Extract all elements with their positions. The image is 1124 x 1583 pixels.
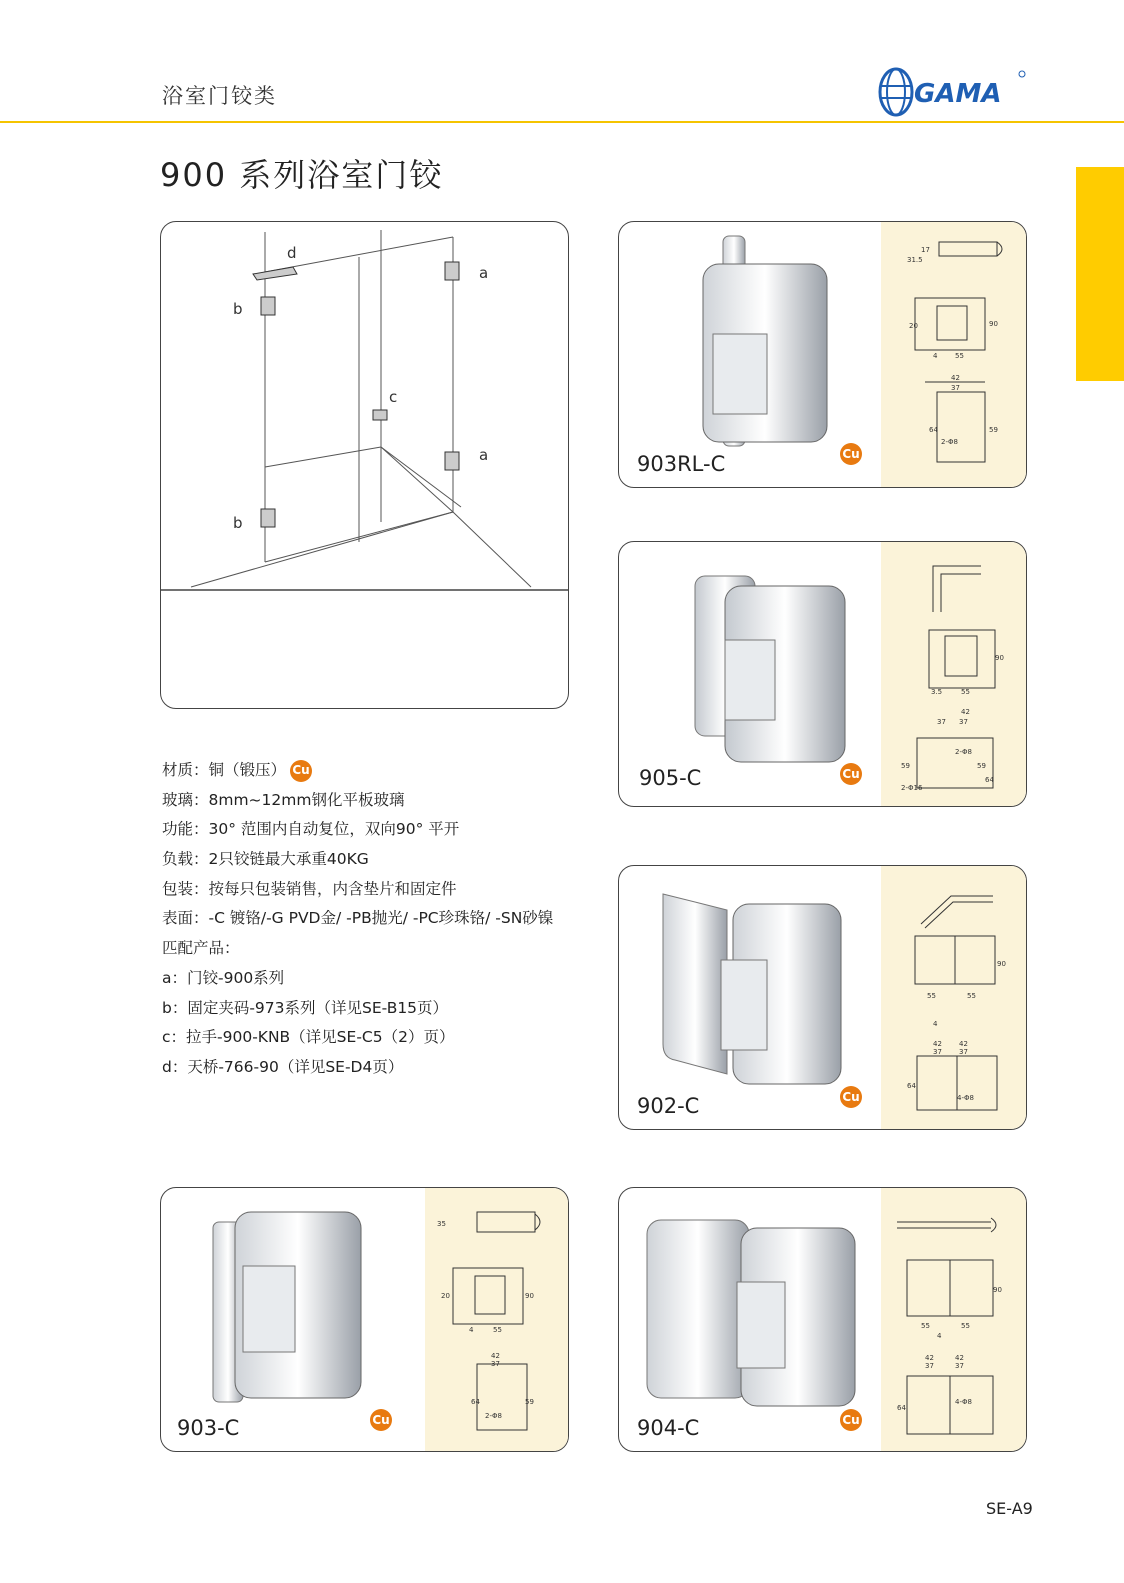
dim-label: 37 [955, 1362, 964, 1370]
dim-label: 90 [995, 654, 1004, 662]
label-d: d [287, 244, 297, 262]
spec-match-d: d：天桥-766-90（详见SE-D4页） [162, 1057, 404, 1076]
technical-drawing-panel [881, 542, 1026, 806]
page-title: 900 系列浴室门铰 [160, 156, 444, 194]
technical-drawing-panel [881, 1188, 1026, 1451]
dim-label: 55 [961, 1322, 970, 1330]
side-tab [1076, 167, 1124, 381]
category-title: 浴室门铰类 [162, 84, 277, 108]
spec-finish: 表面：-C 镀铬/-G PVD金/ -PB抛光/ -PC珍珠铬/ -SN砂镍 [162, 909, 554, 928]
copper-badge: Cu [840, 1086, 862, 1108]
dim-label: 55 [493, 1326, 502, 1334]
dim-label: 42 [491, 1352, 500, 1360]
model-label: 902-C [637, 1094, 700, 1118]
label-a-bottom: a [479, 446, 489, 464]
logo-text: GAMA [914, 79, 1002, 109]
dim-label: 55 [927, 992, 936, 1000]
label-a-top: a [479, 264, 489, 282]
dim-label: 37 [959, 1048, 968, 1056]
hinge-photo [641, 1208, 861, 1408]
dim-label: 64 [907, 1082, 916, 1090]
dim-label: 42 [961, 708, 970, 716]
dim-label: 2-Φ8 [485, 1412, 502, 1420]
hinge-photo [685, 556, 855, 766]
dim-label: 42 [955, 1354, 964, 1362]
hinge-photo [207, 1202, 367, 1412]
product-card-903-c [160, 1187, 569, 1452]
dim-label: 42 [959, 1040, 968, 1048]
dim-label: 4 [937, 1332, 942, 1340]
dim-label: 37 [933, 1048, 942, 1056]
dim-label: 20 [441, 1292, 450, 1300]
header-rule [0, 121, 1124, 123]
spec-material: 材质：铜（锻压） [162, 761, 287, 779]
dim-label: 2-Φ16 [901, 784, 923, 792]
dim-label: 4-Φ8 [955, 1398, 972, 1406]
dim-label: 55 [961, 688, 970, 696]
label-b-bottom: b [233, 514, 243, 532]
dim-label: 55 [967, 992, 976, 1000]
gama-logo [876, 64, 1036, 120]
dimension-drawing [881, 1188, 1026, 1451]
dim-label: 42 [951, 374, 960, 382]
dim-label: 64 [985, 776, 994, 784]
dim-label: 64 [897, 1404, 906, 1412]
hinge-photo [683, 234, 843, 454]
dim-label: 3.5 [931, 688, 943, 696]
technical-drawing-panel [425, 1188, 568, 1451]
dim-label: 42 [925, 1354, 934, 1362]
dim-label: 37 [951, 384, 960, 392]
copper-badge: Cu [840, 443, 862, 465]
dimension-drawing [425, 1188, 568, 1451]
shower-diagram-card [160, 221, 569, 709]
dim-label: 20 [909, 322, 918, 330]
label-c: c [389, 388, 398, 406]
page-number: SE-A9 [986, 1499, 1033, 1518]
dim-label: 55 [921, 1322, 930, 1330]
dim-label: 37 [925, 1362, 934, 1370]
spec-match-c: c：拉手-900-KNB（详见SE-C5（2）页） [162, 1028, 455, 1047]
dim-label: 59 [977, 762, 986, 770]
dim-label: 35 [437, 1220, 446, 1228]
technical-drawing-panel [881, 866, 1026, 1129]
spec-load: 负载：2只铰链最大承重40KG [162, 850, 369, 869]
dimension-drawing [881, 222, 1026, 487]
spec-match-a: a：门铰-900系列 [162, 968, 285, 987]
spec-glass: 玻璃：8mm~12mm钢化平板玻璃 [162, 790, 405, 809]
dim-label: 37 [959, 718, 968, 726]
dim-label: 4 [933, 1020, 938, 1028]
copper-badge: Cu [840, 763, 862, 785]
model-label: 903RL-C [637, 452, 726, 476]
product-card-902-c [618, 865, 1027, 1130]
dim-label: 90 [989, 320, 998, 328]
dimension-drawing [881, 866, 1026, 1129]
label-b-top: b [233, 300, 243, 318]
dim-label: 42 [933, 1040, 942, 1048]
dim-label: 64 [471, 1398, 480, 1406]
model-label: 903-C [177, 1416, 240, 1440]
hinge-photo [659, 884, 849, 1094]
spec-match-b: b：固定夹码-973系列（详见SE-B15页） [162, 998, 449, 1017]
shower-enclosure-drawing [161, 222, 568, 594]
dim-label: 4-Φ8 [957, 1094, 974, 1102]
copper-badge: Cu [370, 1409, 392, 1431]
dim-label: 2-Φ8 [941, 438, 958, 446]
dim-label: 55 [955, 352, 964, 360]
dim-label: 2-Φ8 [955, 748, 972, 756]
dimension-drawing [881, 542, 1026, 806]
dim-label: 59 [989, 426, 998, 434]
dim-label: 4 [469, 1326, 474, 1334]
spec-function: 功能：30° 范围内自动复位，双向90° 平开 [162, 820, 460, 839]
dim-label: 31.5 [907, 256, 923, 264]
dim-label: 37 [491, 1360, 500, 1368]
product-card-904-c [618, 1187, 1027, 1452]
dim-label: 90 [993, 1286, 1002, 1294]
dim-label: 59 [525, 1398, 534, 1406]
copper-badge: Cu [840, 1409, 862, 1431]
spec-matching-heading: 匹配产品： [162, 939, 240, 958]
spec-packing: 包装：按每只包装销售，内含垫片和固定件 [162, 879, 457, 898]
technical-drawing-panel [881, 222, 1026, 487]
dim-label: 4 [933, 352, 938, 360]
spec-list [162, 756, 602, 1083]
model-label: 904-C [637, 1416, 700, 1440]
dim-label: 17 [921, 246, 930, 254]
copper-badge: Cu [290, 760, 312, 782]
product-card-905-c [618, 541, 1027, 807]
product-card-903rl-c [618, 221, 1027, 488]
model-label: 905-C [639, 766, 702, 790]
dim-label: 59 [901, 762, 910, 770]
dim-label: 90 [997, 960, 1006, 968]
dim-label: 37 [937, 718, 946, 726]
dim-label: 90 [525, 1292, 534, 1300]
dim-label: 64 [929, 426, 938, 434]
